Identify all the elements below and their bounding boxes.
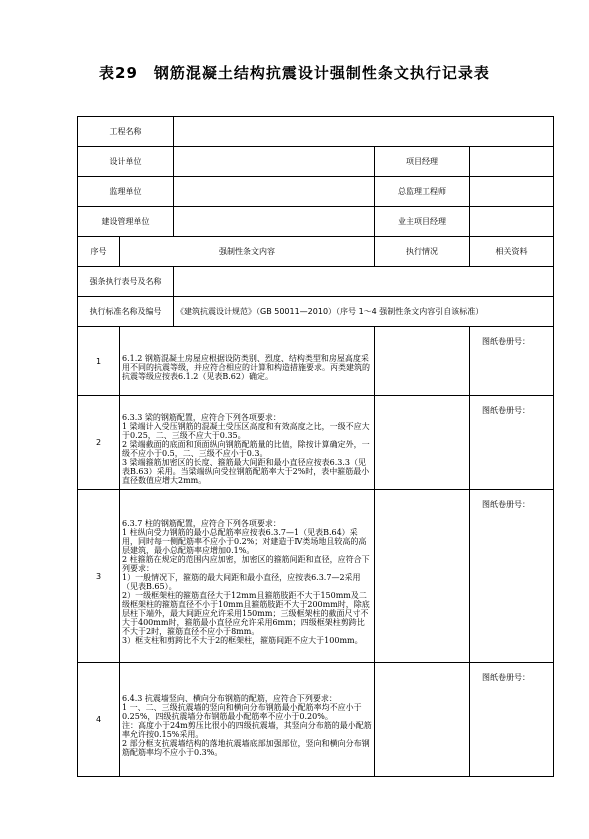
row-supervision-unit	[78, 177, 554, 207]
owner-project-manager-field[interactable]	[470, 207, 554, 237]
col-execution-header: 执行情况	[375, 237, 470, 267]
supervision-unit-label: 监理单位	[78, 177, 174, 207]
drawing-volume-label: 图纸卷册号：	[470, 663, 554, 777]
execution-field[interactable]	[375, 327, 470, 396]
project-manager-label: 项目经理	[375, 147, 470, 177]
design-unit-label: 设计单位	[78, 147, 174, 177]
chief-supervisor-field[interactable]	[470, 177, 554, 207]
row-number: 1	[78, 327, 120, 396]
project-name-field[interactable]	[174, 117, 554, 147]
construction-management-label: 建设管理单位	[78, 207, 174, 237]
table-no-label: 强条执行表号及名称	[78, 267, 174, 297]
table-row	[78, 490, 554, 663]
table-row	[78, 396, 554, 490]
table-no-field[interactable]	[174, 267, 554, 297]
owner-project-manager-label: 业主项目经理	[375, 207, 470, 237]
clause-text: 6.3.3 梁的钢筋配置，应符合下列各项要求： 1 梁端计入受压钢筋的混凝土受压区高度和有效高度之比，一级不应大于0.25，二、三级不应大于0.35。 2 梁端截面的底面和顶面纵向钢筋配筋量的比值，除按计算确定外，一级不应小于0.5，二、三级不应小于0.3。 3 梁端箍筋加密区的长度、箍筋最大间距和最小直径应按表6.3.3（见表B.63）采用。当梁端纵向受拉钢筋配筋率大于2%时，表中箍筋最小直径数值应增大2mm。	[120, 396, 375, 490]
project-name-label: 工程名称	[78, 117, 174, 147]
col-related-header: 相关资料	[470, 237, 554, 267]
supervision-unit-field[interactable]	[174, 177, 375, 207]
row-standard	[78, 297, 554, 327]
execution-field[interactable]	[375, 663, 470, 777]
record-table	[77, 116, 554, 777]
row-construction-management	[78, 207, 554, 237]
row-table-no	[78, 267, 554, 297]
design-unit-field[interactable]	[174, 147, 375, 177]
project-manager-field[interactable]	[470, 147, 554, 177]
construction-management-field[interactable]	[174, 207, 375, 237]
table-row	[78, 327, 554, 396]
drawing-volume-label: 图纸卷册号：	[470, 490, 554, 663]
row-project-name	[78, 117, 554, 147]
drawing-volume-label: 图纸卷册号：	[470, 396, 554, 490]
drawing-volume-label: 图纸卷册号：	[470, 327, 554, 396]
row-number: 4	[78, 663, 120, 777]
row-number: 3	[78, 490, 120, 663]
table-row	[78, 663, 554, 777]
execution-field[interactable]	[375, 490, 470, 663]
page-title: 表29 钢筋混凝土结构抗震设计强制性条文执行记录表	[99, 64, 490, 82]
clause-text: 6.1.2 钢筋混凝土房屋应根据设防类别、烈度、结构类型和房屋高度采用不同的抗震等级，并应符合相应的计算和构造措施要求。丙类建筑的抗震等级应按表6.1.2（见表B.62）确定。	[120, 327, 375, 396]
standard-name-label: 执行标准名称及编号	[78, 297, 174, 327]
execution-field[interactable]	[375, 396, 470, 490]
chief-supervisor-label: 总监理工程师	[375, 177, 470, 207]
col-content-header: 强制性条文内容	[120, 237, 375, 267]
row-number: 2	[78, 396, 120, 490]
col-no-header: 序号	[78, 237, 120, 267]
row-design-unit	[78, 147, 554, 177]
column-header-row	[78, 237, 554, 267]
clause-text: 6.4.3 抗震墙竖向、横向分布钢筋的配筋，应符合下列要求： 1 一、二、三级抗震墙的竖向和横向分布钢筋最小配筋率均不应小于0.25%，四级抗震墙分布钢筋最小配筋率不应小于0.20%。 注：高度小于24m剪压比很小的四级抗震墙，其竖向分布筋的最小配筋率允许按0.15%采用。 2 部分框支抗震墙结构的落地抗震墙底部加强部位，竖向和横向分布钢筋配筋率均不应小于0.3%。	[120, 663, 375, 777]
standard-name-value: 《建筑抗震设计规范》（GB 50011—2010）（序号 1～4 强制性条文内容引自该标准）	[174, 297, 554, 327]
clause-text: 6.3.7 柱的钢筋配置，应符合下列各项要求： 1 柱纵向受力钢筋的最小总配筋率应按表6.3.7—1（见表B.64）采用，同时每一侧配筋率不应小于0.2%；对建造于Ⅳ类场地且较高的高层建筑，最小总配筋率应增加0.1%。 2 柱箍筋在规定的范围内应加密，加密区的箍筋间距和直径，应符合下列要求： 1）一般情况下，箍筋的最大间距和最小直径，应按表6.3.7—2采用（见表B.65）。 2）一级框架柱的箍筋直径大于12mm且箍筋肢距不大于150mm及二级框架柱的箍筋直径不小于10mm且箍筋肢距不大于200mm时，除底层柱下端外，最大间距应允许采用150mm；三级框架柱的截面尺寸不大于400mm时，箍筋最小直径应允许采用6mm；四级框架柱剪跨比不大于2时，箍筋直径不应小于8mm。 3）框支柱和剪跨比不大于2的框架柱，箍筋间距不应大于100mm。	[120, 490, 375, 663]
